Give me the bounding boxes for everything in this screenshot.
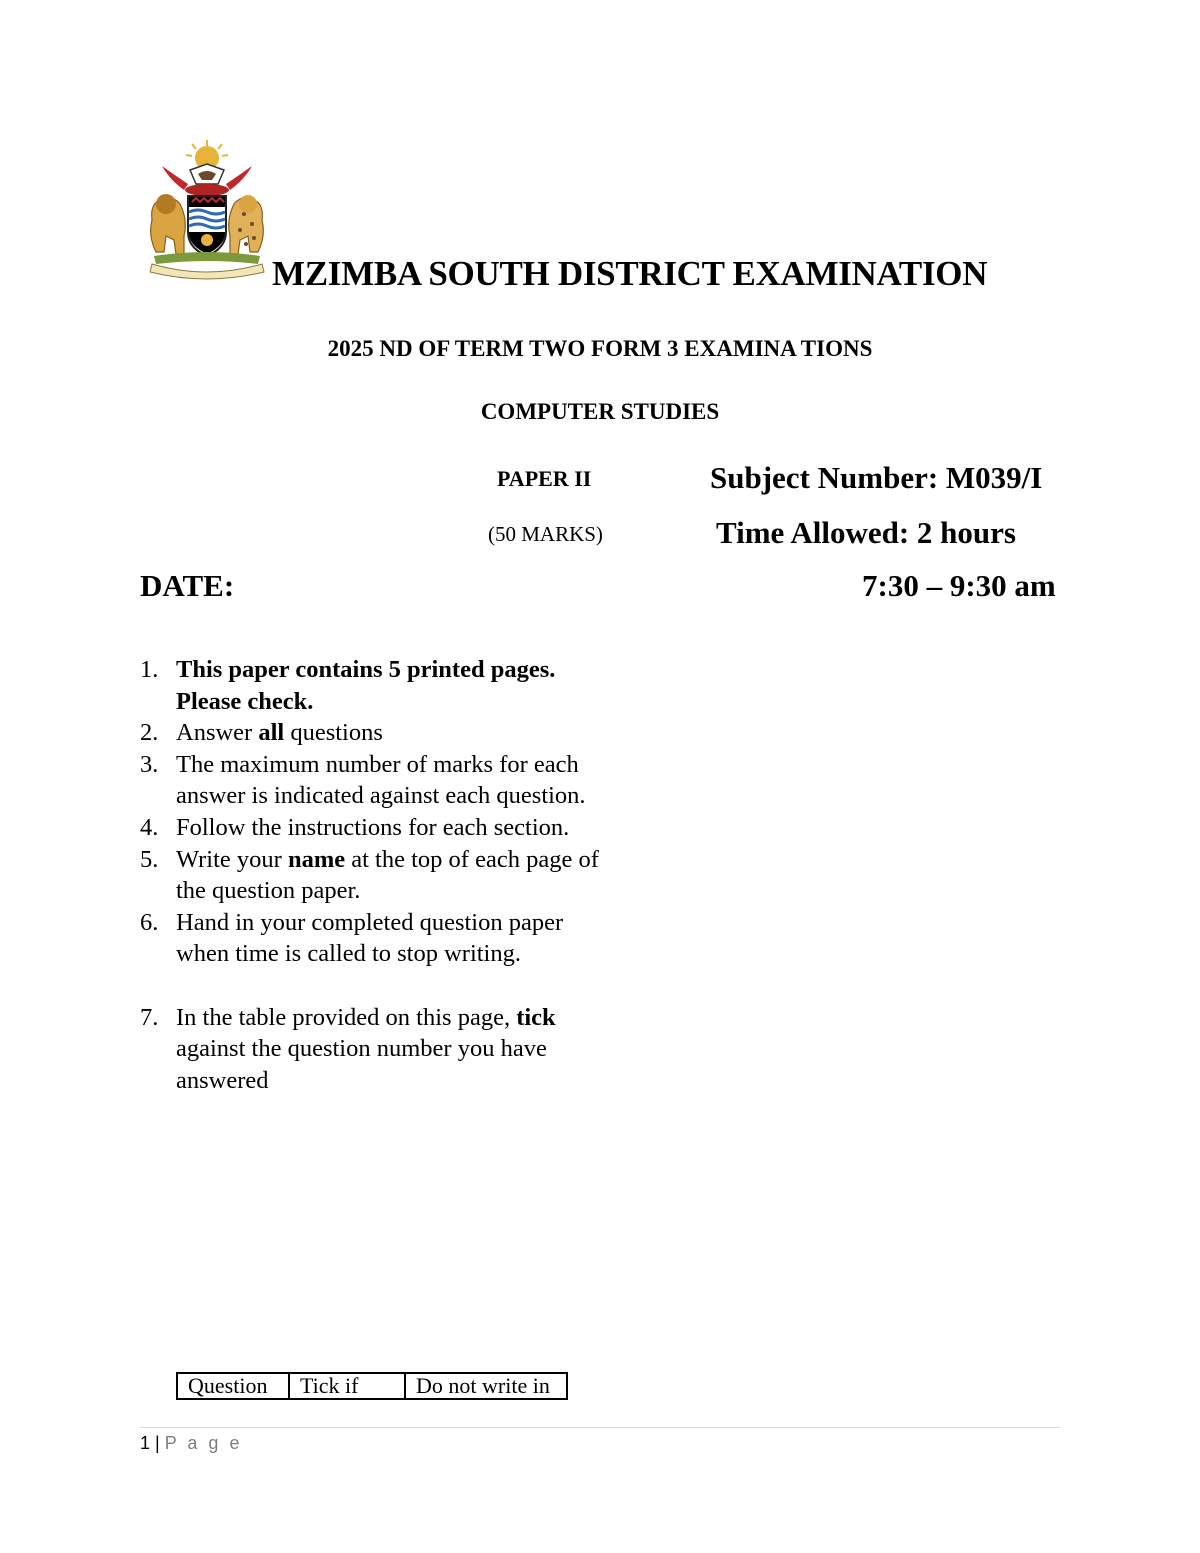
time-allowed: Time Allowed: 2 hours: [716, 515, 1016, 550]
district-title: MZIMBA SOUTH DISTRICT EXAMINATION: [272, 254, 988, 293]
instruction-item: [140, 844, 600, 907]
instruction-text: Hand in your completed question paper when time is called to stop writing.: [176, 908, 564, 968]
instruction-text: The maximum number of marks for each answer is indicated against each question.: [176, 750, 586, 810]
page-number: 1: [140, 1433, 151, 1453]
paper-label: PAPER II: [497, 466, 592, 491]
footer-separator: |: [155, 1433, 160, 1453]
instruction-text: at the top of each page of the question paper.: [176, 845, 599, 905]
instruction-number: 7.: [140, 1003, 159, 1031]
instruction-number: 3.: [140, 750, 159, 778]
instruction-text: tick: [516, 1003, 556, 1031]
instruction-number: 1.: [140, 656, 159, 683]
instruction-text: This paper contains 5 printed pages. Please check.: [176, 656, 556, 715]
instructions-list: [140, 654, 600, 1096]
instruction-number: 5.: [140, 845, 159, 873]
instruction-number: 2.: [140, 719, 159, 747]
instruction-text: Follow the instructions for each section.: [176, 813, 570, 841]
instruction-text: against the question number you have answered: [176, 1035, 547, 1094]
coat-of-arms-icon: [140, 140, 274, 280]
subject-heading: COMPUTER STUDIES: [480, 399, 720, 424]
exam-line: 2025 ND OF TERM TWO FORM 3 EXAMINA TIONS: [327, 336, 873, 361]
footer-divider: [140, 1427, 1060, 1428]
time-range: 7:30 – 9:30 am: [862, 568, 1056, 603]
page-label: P a g e: [164, 1433, 243, 1453]
page-footer: [140, 1433, 242, 1454]
instruction-text: Write your: [176, 845, 288, 873]
instruction-text: all: [258, 719, 285, 747]
instruction-text: In the table provided on this page,: [176, 1003, 517, 1031]
instruction-text: Answer: [176, 719, 259, 747]
instruction-item: [140, 907, 600, 970]
instruction-text: name: [287, 845, 346, 873]
instruction-item: [140, 749, 600, 812]
instruction-item: [140, 1002, 600, 1097]
subject-number: Subject Number: M039/I: [710, 460, 1043, 495]
instruction-item: [140, 812, 600, 844]
answer-tick-table: [176, 1372, 568, 1400]
date-label: DATE:: [140, 568, 235, 603]
table-header-row: [177, 1373, 567, 1399]
instruction-text: questions: [284, 719, 383, 747]
table-header-question: Question: [177, 1373, 289, 1399]
table-header-do-not-write: Do not write in: [405, 1373, 567, 1399]
instruction-number: 6.: [140, 908, 159, 936]
marks-label: (50 MARKS): [488, 522, 603, 546]
table-header-tick: Tick if: [289, 1373, 405, 1399]
instruction-item: [140, 717, 600, 749]
instruction-number: 4.: [140, 813, 159, 841]
instruction-item: [140, 654, 600, 717]
